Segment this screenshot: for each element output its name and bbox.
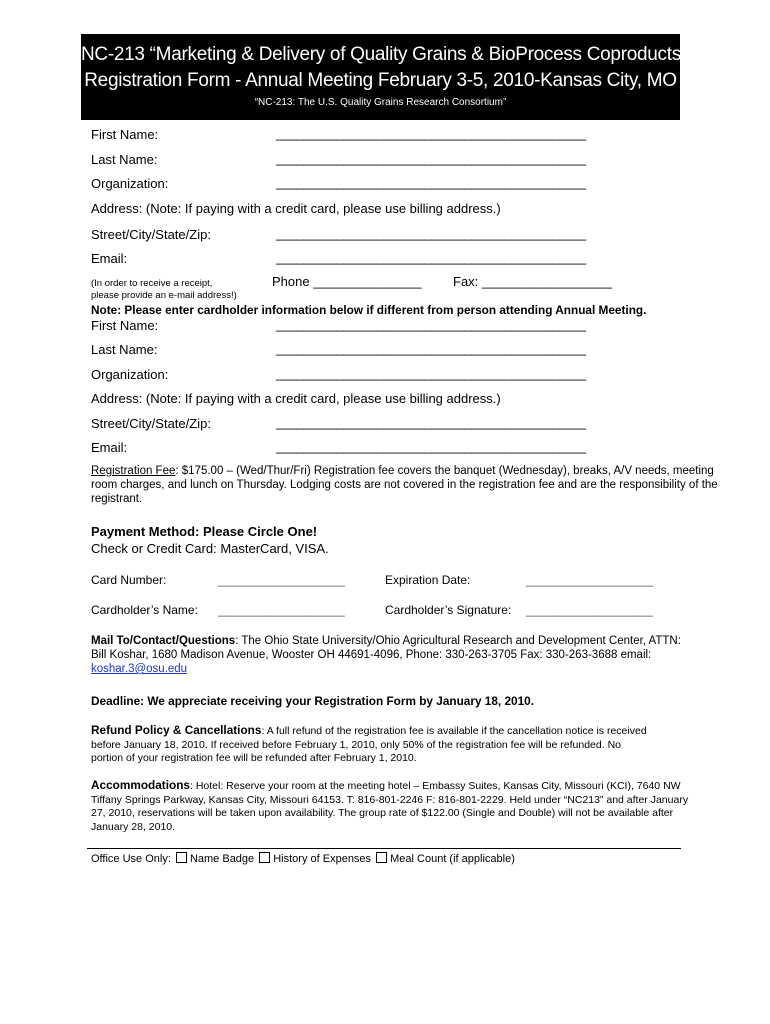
cardholder-email-label: Email: — [91, 440, 128, 455]
office-use-label: Office Use Only: — [91, 853, 171, 865]
form-title-line2: Registration Form - Annual Meeting February 3-5, 2010-Kansas City, MO — [84, 70, 677, 91]
cardholder-signature-field[interactable]: ___________________ — [526, 603, 653, 617]
history-expenses-label: History of Expenses — [273, 853, 372, 865]
accommodations-text: : Hotel: Reserve your room at the meeting hotel – Embassy Suites, Kansas City, Missouri (KCI), 7640 NW Tiffany Springs Parkway, Kansas City, Missouri 64153. T: 816-801-2246 F: 816-801-2229. Held under “NC213” and after January 27, 2010, reservations will be taken upon availability. The group rate of $122.00 (Single and Double) will not be available after January 28, 2010. — [91, 780, 689, 833]
cardholder-last-name-label: Last Name: — [91, 342, 158, 357]
cardholder-organization-label: Organization: — [91, 367, 169, 382]
contact-email-link[interactable]: koshar.3@osu.edu — [91, 663, 188, 675]
name-badge-label: Name Badge — [189, 853, 255, 865]
first-name-label: First Name: — [91, 127, 159, 142]
first-name-field[interactable]: ______________________________________________ — [276, 126, 586, 141]
cardholder-signature-label: Cardholder’s Signature: — [385, 603, 512, 617]
cardholder-first-name-field[interactable]: ______________________________________________ — [276, 317, 586, 332]
receipt-note-line1: (In order to receive a receipt, — [91, 278, 213, 289]
cardholder-note: Note: Please enter cardholder information below if different from person attending Annual Meeting. — [91, 303, 647, 317]
expiration-date-field[interactable]: ___________________ — [526, 573, 653, 587]
deadline-text: Deadline: We appreciate receiving your Registration Form by January 18, 2010. — [91, 694, 534, 708]
office-use-divider — [87, 848, 681, 849]
form-title-line1: NC-213 “Marketing & Delivery of Quality Grains & BioProcess Coproducts” — [81, 44, 687, 65]
last-name-label: Last Name: — [91, 152, 158, 167]
cardholder-name-field[interactable]: ___________________ — [218, 603, 345, 617]
email-label: Email: — [91, 251, 128, 266]
payment-heading: Payment Method: Please Circle One! — [91, 524, 318, 539]
registration-fee-label: Registration Fee — [91, 465, 176, 477]
cardholder-name-label: Cardholder’s Name: — [91, 603, 198, 617]
form-header — [81, 34, 687, 120]
fax-field[interactable]: Fax: __________________ — [453, 274, 613, 289]
history-expenses-checkbox[interactable] — [259, 852, 270, 863]
organization-field[interactable]: ______________________________________________ — [276, 175, 586, 190]
receipt-note-line2: please provide an e-mail address!) — [91, 290, 237, 301]
refund-policy-paragraph — [91, 724, 651, 766]
refund-policy-label: Refund Policy & Cancellations — [91, 723, 262, 737]
phone-field[interactable]: Phone _______________ — [272, 274, 422, 289]
email-field[interactable]: ______________________________________________ — [276, 250, 586, 265]
payment-options: Check or Credit Card: MasterCard, VISA. — [91, 541, 329, 556]
office-use-row — [91, 852, 515, 865]
cardholder-address-note: Address: (Note: If paying with a credit card, please use billing address.) — [91, 391, 501, 406]
organization-label: Organization: — [91, 176, 169, 191]
mail-to-label: Mail To/Contact/Questions — [91, 635, 236, 647]
meal-count-checkbox[interactable] — [376, 852, 387, 863]
registration-fee-text: : $175.00 – (Wed/Thur/Fri) Registration fee covers the banquet (Wednesday), breaks, A/V needs, meeting room charges, and lunch on Thursday. Lodging costs are not covered in the registration fee and are the responsibility of the registrant. — [91, 465, 718, 505]
mail-to-paragraph — [91, 634, 691, 676]
street-field[interactable]: ______________________________________________ — [276, 226, 586, 241]
cardholder-first-name-label: First Name: — [91, 318, 159, 333]
accommodations-label: Accommodations — [91, 778, 190, 792]
cardholder-last-name-field[interactable]: ______________________________________________ — [276, 341, 586, 356]
cardholder-street-field[interactable]: ______________________________________________ — [276, 415, 586, 430]
accommodations-paragraph — [91, 779, 691, 834]
street-label: Street/City/State/Zip: — [91, 227, 211, 242]
registration-fee-paragraph — [91, 464, 721, 506]
cardholder-organization-field[interactable]: ______________________________________________ — [276, 366, 586, 381]
cardholder-street-label: Street/City/State/Zip: — [91, 416, 211, 431]
card-number-field[interactable]: ___________________ — [218, 573, 345, 587]
name-badge-checkbox[interactable] — [176, 852, 187, 863]
card-number-label: Card Number: — [91, 573, 167, 587]
mail-to-text: : The Ohio State University/Ohio Agricultural Research and Development Center, ATTN: Bill Koshar, 1680 Madison Avenue, Wooster OH 44691-4096, Phone: 330-263-3705 Fax: 330-263-3688 email: — [91, 635, 681, 661]
address-note: Address: (Note: If paying with a credit card, please use billing address.) — [91, 201, 501, 216]
form-subtitle: “NC-213: The U.S. Quality Grains Research Consortium” — [254, 97, 507, 108]
meal-count-label: Meal Count (if applicable) — [390, 853, 515, 865]
last-name-field[interactable]: ______________________________________________ — [276, 151, 586, 166]
cardholder-email-field[interactable]: ______________________________________________ — [276, 439, 586, 454]
refund-policy-text: : A full refund of the registration fee is available if the cancellation notice is received before January 18, 2010. If received before February 1, 2010, only 50% of the registration fee will be refunded. No portion of your registration fee will be refunded after February 1, 2010. — [91, 725, 647, 764]
expiration-date-label: Expiration Date: — [385, 573, 471, 587]
